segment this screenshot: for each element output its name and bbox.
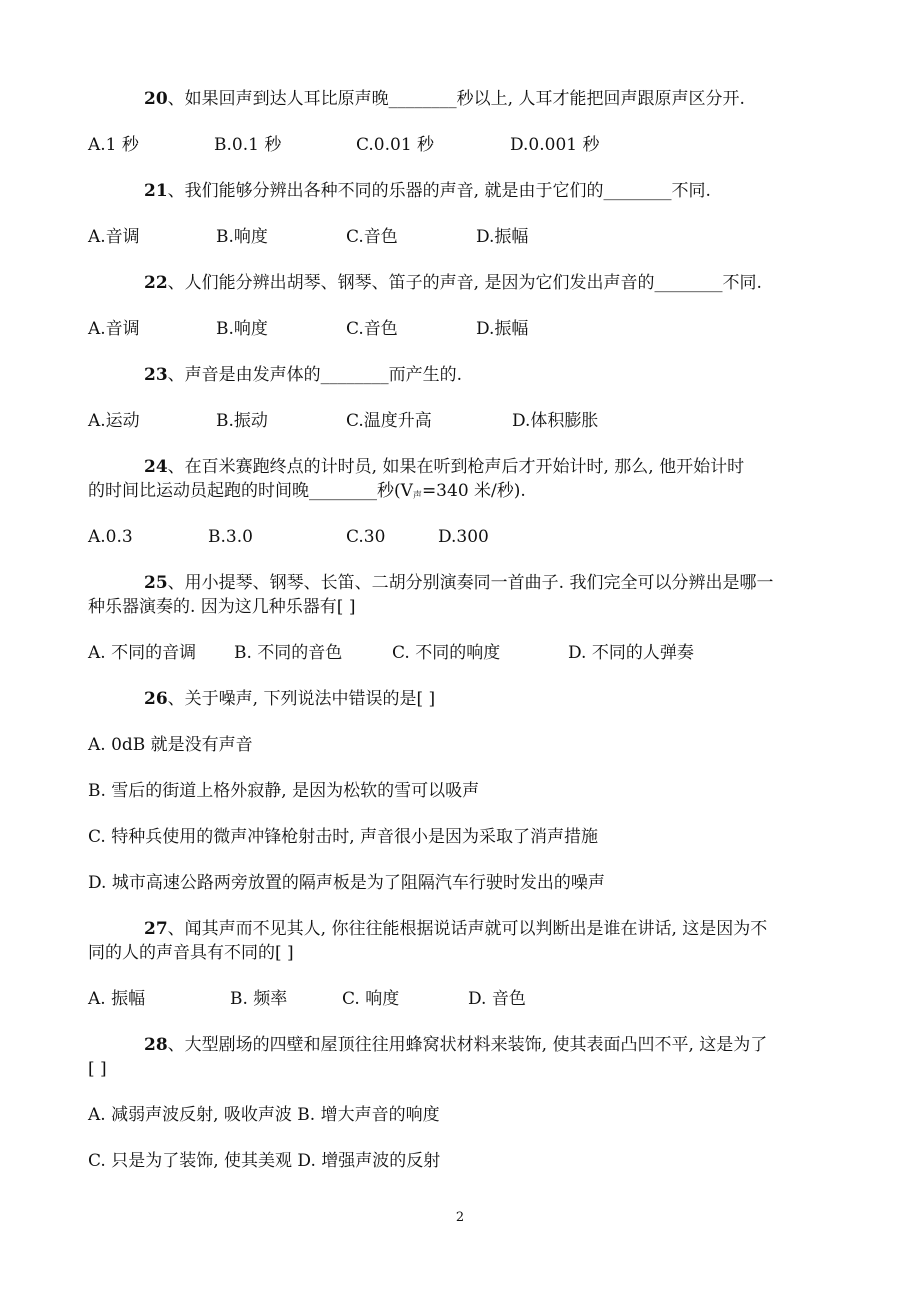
option-c: C. 响度 — [342, 989, 400, 1009]
question-27-options — [88, 988, 848, 1010]
question-number: 24 — [144, 457, 168, 477]
option-d: D. 不同的人弹奏 — [568, 643, 694, 663]
option-d: D.0.001 秒 — [510, 135, 600, 155]
question-27-stem-line1 — [144, 918, 904, 940]
question-27-stem-line2 — [88, 942, 848, 964]
option-c: C.0.01 秒 — [356, 135, 435, 155]
question-text: 的时间比运动员起跑的时间晚________秒(V — [88, 481, 413, 501]
question-text: 、声音是由发声体的________而产生的. — [167, 365, 463, 385]
question-text: 、我们能够分辨出各种不同的乐器的声音, 就是由于它们的________不同. — [167, 181, 711, 201]
question-text: 、如果回声到达人耳比原声晚________秒以上, 人耳才能把回声跟原声区分开. — [167, 89, 745, 109]
question-23-options — [88, 410, 848, 432]
question-24-stem-line1 — [144, 456, 904, 478]
question-25-stem-line2 — [88, 596, 848, 618]
question-28-stem-line1 — [144, 1034, 904, 1056]
option-b: B. 频率 — [230, 989, 288, 1009]
option-a: A.运动 — [88, 411, 140, 431]
question-25-stem-line1 — [144, 572, 904, 594]
option-c: C.音色 — [346, 319, 398, 339]
question-28-options-line1: A. 减弱声波反射, 吸收声波 B. 增大声音的响度 — [88, 1105, 440, 1125]
question-26-option-a: A. 0dB 就是没有声音 — [88, 735, 253, 755]
question-20-options — [88, 134, 848, 156]
question-number: 25 — [144, 573, 168, 593]
option-c: C.温度升高 — [346, 411, 432, 431]
question-number: 26 — [144, 689, 168, 709]
question-number: 20 — [144, 89, 168, 109]
option-b: B.响度 — [216, 319, 268, 339]
question-21-options — [88, 226, 848, 248]
question-20-stem — [144, 88, 904, 110]
option-d: D.300 — [438, 527, 489, 547]
option-b: B.0.1 秒 — [214, 135, 282, 155]
question-number: 27 — [144, 919, 168, 939]
question-text: 、关于噪声, 下列说法中错误的是[ ] — [167, 689, 436, 709]
option-b: B.3.0 — [208, 527, 253, 547]
question-26-option-b: B. 雪后的街道上格外寂静, 是因为松软的雪可以吸声 — [88, 781, 480, 801]
question-text: 、闻其声而不见其人, 你往往能根据说话声就可以判断出是谁在讲话, 这是因为不 — [167, 919, 768, 939]
option-d: D.体积膨胀 — [512, 411, 599, 431]
option-b: B.振动 — [216, 411, 268, 431]
question-number: 22 — [144, 273, 168, 293]
question-24-options — [88, 526, 848, 548]
question-23-stem — [144, 364, 904, 386]
question-number: 23 — [144, 365, 168, 385]
question-text: 种乐器演奏的. 因为这几种乐器有[ ] — [88, 597, 356, 617]
subscript: 声 — [412, 491, 422, 501]
question-number: 21 — [144, 181, 168, 201]
question-25-options — [88, 642, 848, 664]
question-text: 、人们能分辨出胡琴、钢琴、笛子的声音, 是因为它们发出声音的________不同. — [167, 273, 762, 293]
option-d: D. 音色 — [468, 989, 526, 1009]
question-26-option-d: D. 城市高速公路两旁放置的隔声板是为了阻隔汽车行驶时发出的噪声 — [88, 873, 605, 893]
option-a: A.1 秒 — [88, 135, 139, 155]
question-26-stem — [144, 688, 904, 710]
option-a: A.音调 — [88, 227, 140, 247]
question-text: 、在百米赛跑终点的计时员, 如果在听到枪声后才开始计时, 那么, 他开始计时 — [167, 457, 745, 477]
question-22-stem — [144, 272, 904, 294]
option-c: C.音色 — [346, 227, 398, 247]
question-28-options-line2: C. 只是为了装饰, 使其美观 D. 增强声波的反射 — [88, 1151, 441, 1171]
option-d: D.振幅 — [476, 319, 529, 339]
question-text: 、大型剧场的四壁和屋顶往往用蜂窝状材料来装饰, 使其表面凸凹不平, 这是为了 — [167, 1035, 768, 1055]
option-c: C.30 — [346, 527, 386, 547]
option-b: B. 不同的音色 — [234, 643, 343, 663]
option-a: A.音调 — [88, 319, 140, 339]
option-c: C. 不同的响度 — [392, 643, 501, 663]
page-number: 2 — [455, 1210, 465, 1225]
question-number: 28 — [144, 1035, 168, 1055]
question-28-stem-line2 — [88, 1058, 848, 1080]
option-a: A.0.3 — [88, 527, 133, 547]
option-d: D.振幅 — [476, 227, 529, 247]
question-22-options — [88, 318, 848, 340]
option-b: B.响度 — [216, 227, 268, 247]
option-a: A. 不同的音调 — [88, 643, 197, 663]
option-a: A. 振幅 — [88, 989, 146, 1009]
question-text: 、用小提琴、钢琴、长笛、二胡分别演奏同一首曲子. 我们完全可以分辨出是哪一 — [167, 573, 774, 593]
question-26-option-c: C. 特种兵使用的微声冲锋枪射击时, 声音很小是因为采取了消声措施 — [88, 827, 599, 847]
question-text: 同的人的声音具有不同的[ ] — [88, 943, 294, 963]
question-text: [ ] — [88, 1059, 107, 1079]
question-24-stem-line2 — [88, 480, 848, 507]
question-text: =340 米/秒). — [421, 481, 526, 501]
question-21-stem — [144, 180, 904, 202]
